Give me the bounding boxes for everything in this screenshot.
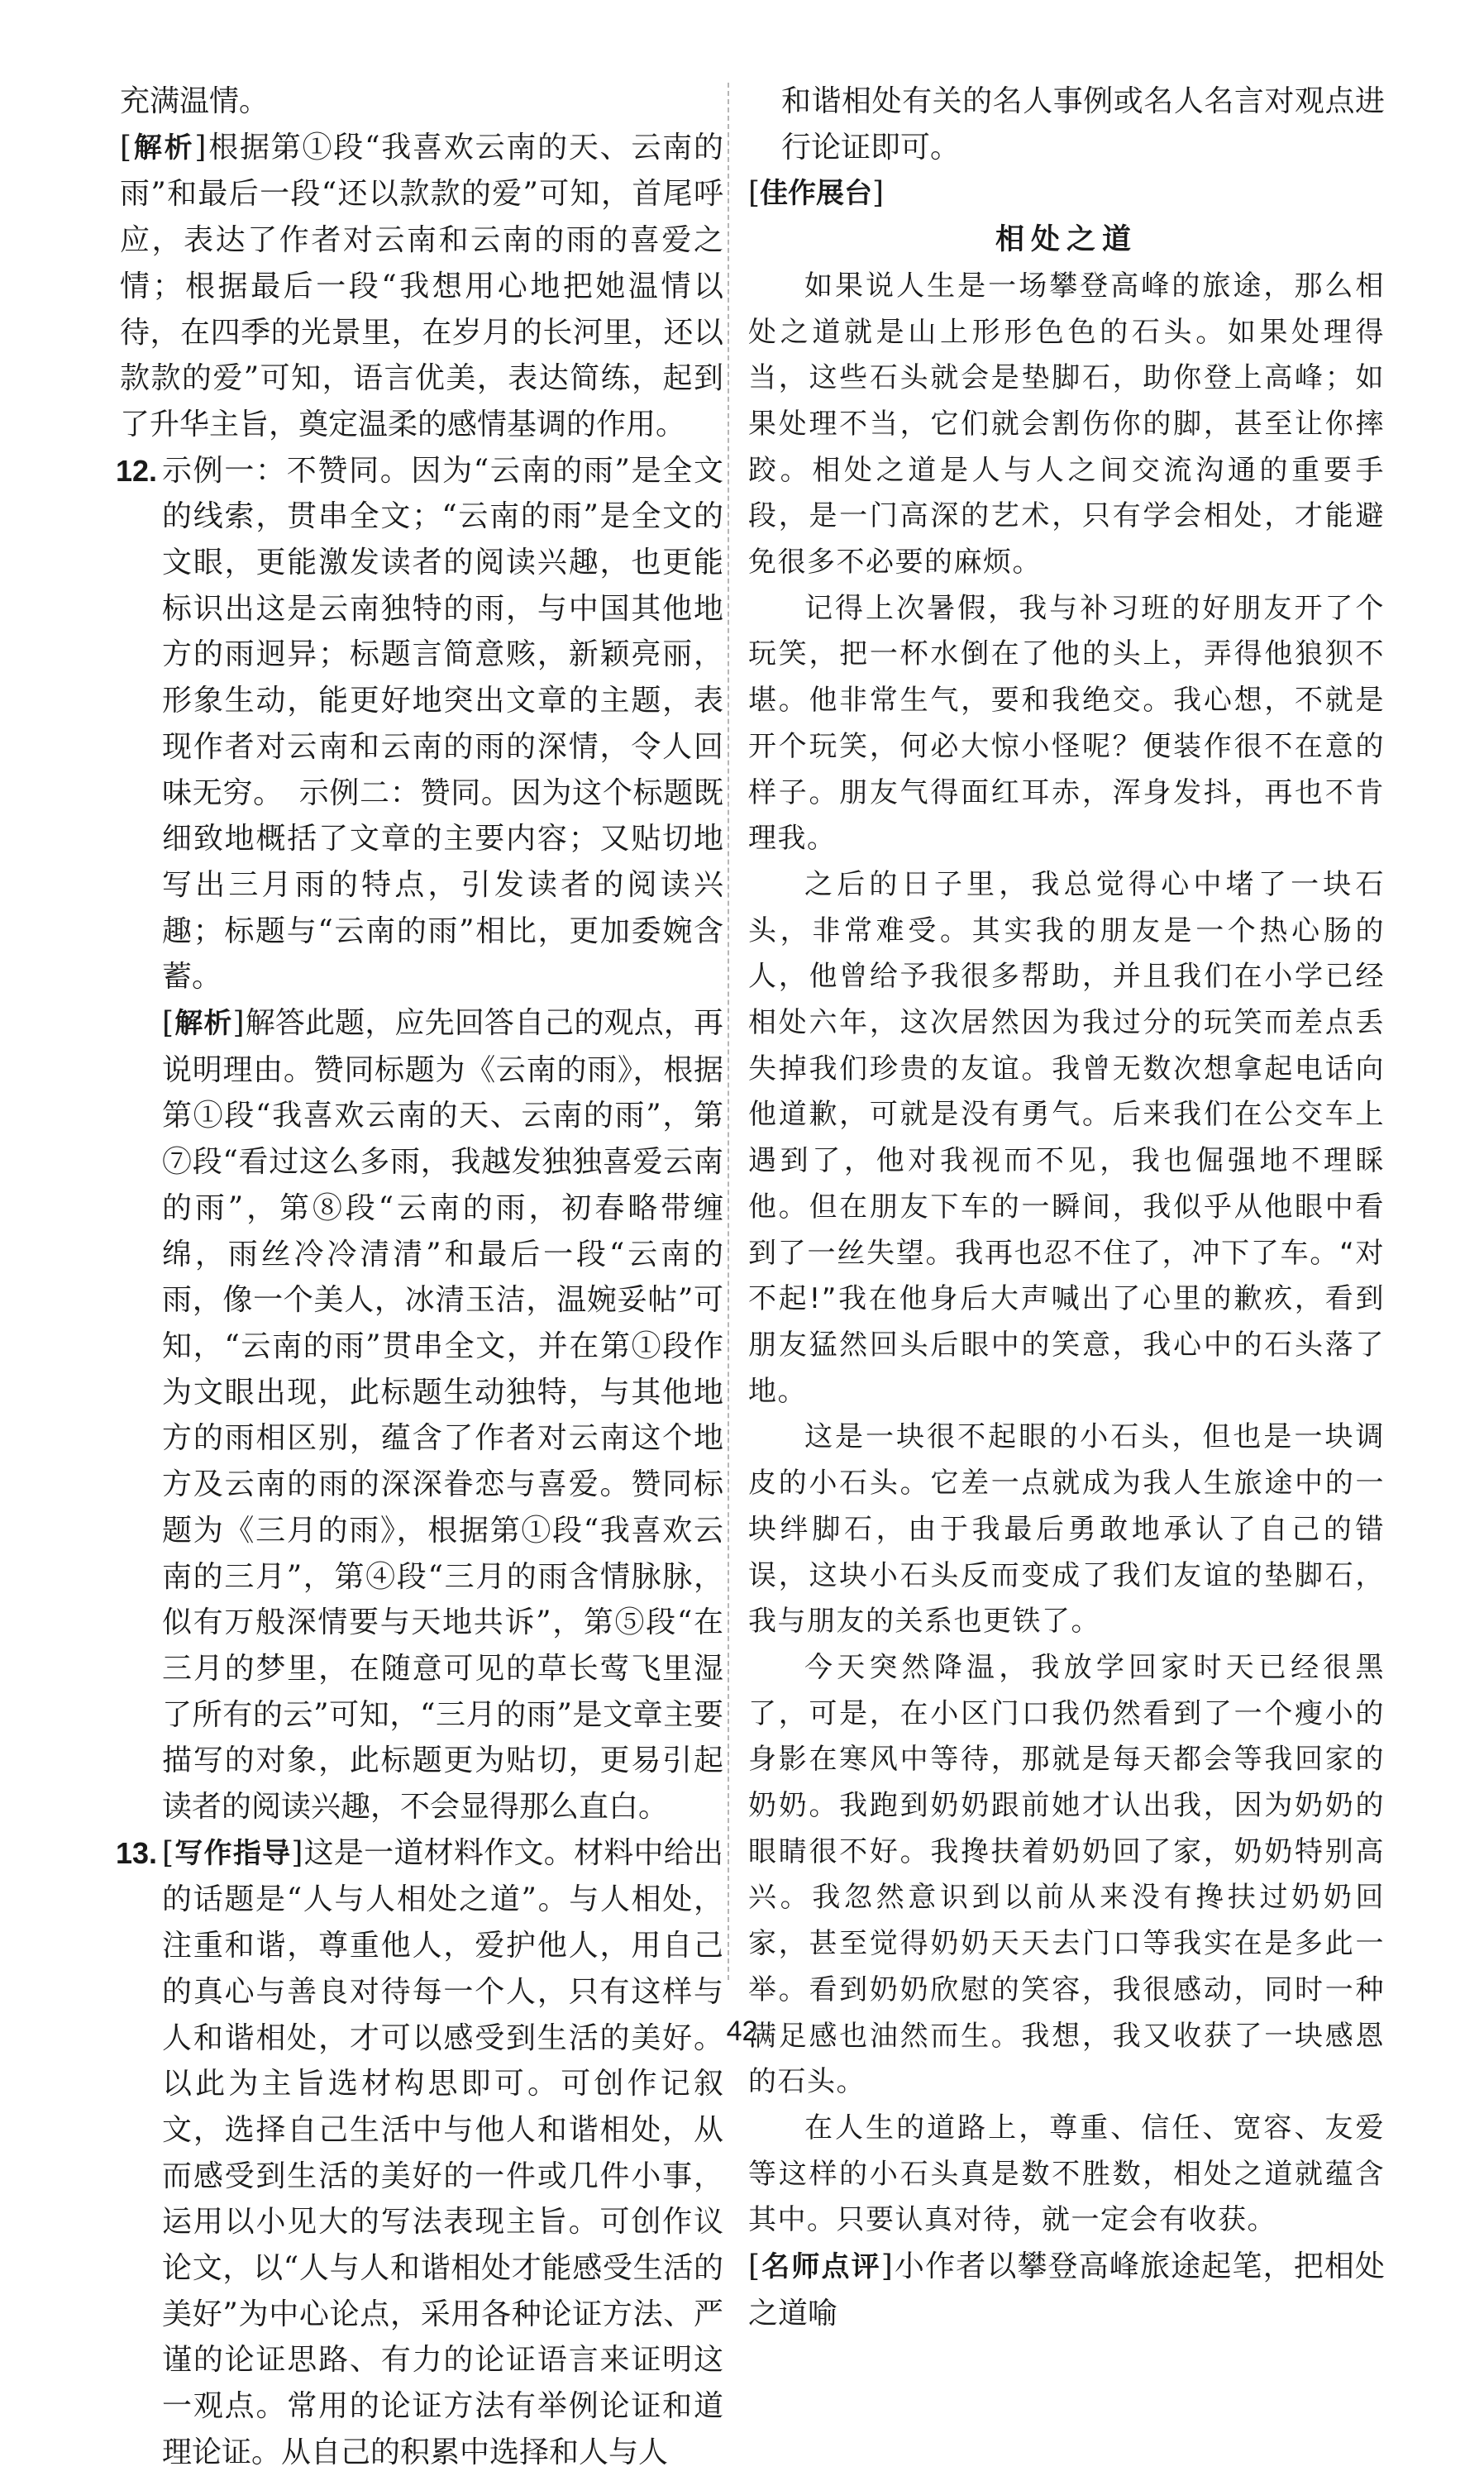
showcase-heading: [佳作展台] <box>748 176 885 211</box>
teacher-comment <box>748 2244 1385 2336</box>
teacher-comment-text: 小作者以攀登高峰旅途起笔，把相处之道喻 <box>748 2249 1385 2330</box>
page-number: 42 <box>726 2016 758 2047</box>
analysis-12 <box>162 1000 723 1830</box>
analysis-12-text: 解答此题，应先回答自己的观点，再说明理由。赞同标题为《云南的雨》，根据第①段“我喜欢云南的天、云南的雨”，第⑦段“看过这么多雨，我越发独独喜爱云南的雨”，第⑧段“云南的雨，初春略带缠绵，雨丝冷冷清清”和最后一段“云南的雨，像一个美人，冰清玉洁，温婉妥帖”可知，“云南的雨”贯串全文，并在第①段作为文眼出现，此标题生动独特，与其他地方的雨相区别，蕴含了作者对云南这个地方及云南的雨的深深眷恋与喜爱。赞同标题为《三月的雨》，根据第①段“我喜欢云南的三月”，第④段“三月的雨含情脉脉，似有万般深情要与天地共诉”，第⑤段“在三月的梦里，在随意可见的草长莺飞里湿了所有的云”可知，“三月的雨”是文章主要描写的对象，此标题更为贴切，更易引起读者的阅读兴趣，不会显得那么直白。 <box>162 1006 723 1825</box>
left-column <box>116 79 723 2476</box>
essay-paragraph: 这是一块很不起眼的小石头，但也是一块调皮的小石头。它差一点就成为我人生旅途中的一块绊脚石，由于我最后勇敢地承认了自己的错误，这块小石头反而变成了我们友谊的垫脚石，我与朋友的关系也更铁了。 <box>748 1420 1385 1639</box>
analysis-tag: [解析] <box>162 1006 246 1041</box>
question-13-answer <box>116 1830 723 2476</box>
essay-paragraph: 今天突然降温，我放学回家时天已经很黑了，可是，在小区门口我仍然看到了一个瘦小的身影在寒风中等待，那就是每天都会等我回家的奶奶。我跑到奶奶跟前她才认出我，因为奶奶的眼睛很不好。我搀扶着奶奶回了家，奶奶特别高兴。我忽然意识到以前从来没有搀扶过奶奶回家，甚至觉得奶奶天天去门口等我实在是多此一举。看到奶奶欣慰的笑容，我很感动，同时一种满足感也油然而生。我想，我又收获了一块感恩的石头。 <box>748 1650 1385 2099</box>
answer-11-ending: 充满温情。 <box>120 84 270 118</box>
writing-guide-continuation: 和谐相处有关的名人事例或名人名言对观点进行论证即可。 <box>781 84 1385 165</box>
analysis-tag: [解析] <box>120 130 208 165</box>
right-column <box>748 79 1385 2336</box>
essay-paragraph: 在人生的道路上，尊重、信任、宽容、友爱等这样的小石头真是数不胜数，相处之道就蕴含其中。只要认真对待，就一定会有收获。 <box>748 2111 1385 2237</box>
essay-title: 相处之道 <box>995 223 1138 257</box>
writing-guide <box>162 1830 723 2476</box>
essay-paragraph: 记得上次暑假，我与补习班的好朋友开了个玩笑，把一杯水倒在了他的头上，弄得他狼狈不堪。他非常生气，要和我绝交。我心想，不就是开个玩笑，何必大惊小怪呢？便装作很不在意的样子。朋友气得面红耳赤，浑身发抖，再也不肯理我。 <box>748 591 1385 856</box>
writing-guide-tag: [写作指导] <box>162 1835 304 1870</box>
question-number: 13. <box>116 1835 158 1870</box>
essay-paragraph: 之后的日子里，我总觉得心中堵了一块石头，非常难受。其实我的朋友是一个热心肠的人，他曾给予我很多帮助，并且我们在小学已经相处六年，这次居然因为我过分的玩笑而差点丢失掉我们珍贵的友谊。我曾无数次想拿起电话向他道歉，可就是没有勇气。后来我们在公交车上遇到了，他对我视而不见，我也倔强地不理睬他。但在朋友下车的一瞬间，我似乎从他眼中看到了一丝失望。我再也忍不住了，冲下了车。“对不起!”我在他身后大声喊出了心里的歉疚，看到朋友猛然回头后眼中的笑意，我心中的石头落了地。 <box>748 867 1385 1408</box>
question-number: 12. <box>116 453 158 488</box>
question-12-text: 示例一：不赞同。因为“云南的雨”是全文的线索，贯串全文；“云南的雨”是全文的文眼，更能激发读者的阅读兴趣，也更能标识出这是云南独特的雨，与中国其他地方的雨迥异；标题言简意赅，新颖亮丽，形象生动，能更好地突出文章的主题，表现作者对云南和云南的雨的深情，令人回味无穷。 示例二：赞同。因为这个标题既细致地概括了文章的主要内容；又贴切地写出三月雨的特点，引发读者的阅读兴趣；标题与“云南的雨”相比，更加委婉含蓄。 <box>162 453 723 995</box>
sample-essay <box>748 264 1385 2244</box>
essay-paragraph: 如果说人生是一场攀登高峰的旅途，那么相处之道就是山上形形色色的石头。如果处理得当，这些石头就会是垫脚石，助你登上高峰；如果处理不当，它们就会割伤你的脚，甚至让你摔跤。相处之道是人与人之间交流沟通的重要手段，是一门高深的艺术，只有学会相处，才能避免很多不必要的麻烦。 <box>748 269 1385 580</box>
writing-guide-text: 这是一道材料作文。材料中给出的话题是“人与人相处之道”。与人相处，注重和谐，尊重他人，爱护他人，用自己的真心与善良对待每一个人，只有这样与人和谐相处，才可以感受到生活的美好。以此为主旨选材构思即可。可创作记叙文，选择自己生活中与他人和谐相处，从而感受到生活的美好的一件或几件小事，运用以小见大的写法表现主旨。可创作议论文，以“人与人和谐相处才能感受生活的美好”为中心论点，采用各种论证方法、严谨的论证思路、有力的论证语言来证明这一观点。常用的论证方法有举例论证和道理论证。从自己的积累中选择和人与人 <box>162 1835 723 2469</box>
teacher-comment-tag: [名师点评] <box>748 2249 894 2284</box>
analysis-11-text: 根据第①段“我喜欢云南的天、云南的雨”和最后一段“还以款款的爱”可知，首尾呼应，表达了作者对云南和云南的雨的喜爱之情；根据最后一段“我想用心地把她温情以待，在四季的光景里，在岁月的长河里，还以款款的爱”可知，语言优美，表达简练，起到了升华主旨，奠定温柔的感情基调的作用。 <box>120 130 724 441</box>
analysis-11 <box>116 125 723 448</box>
column-divider <box>728 83 729 1980</box>
question-12-answer <box>116 448 723 1830</box>
